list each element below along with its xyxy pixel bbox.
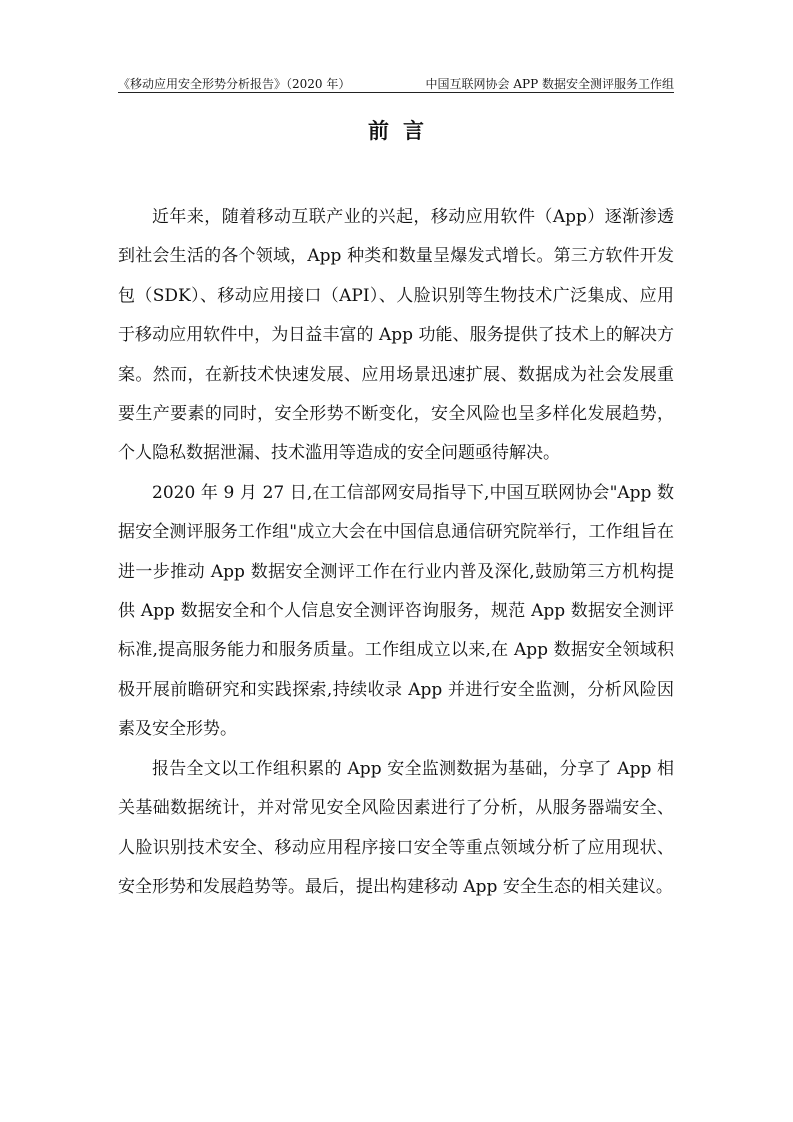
header-divider [118,92,674,93]
header-organization: 中国互联网协会 APP 数据安全测评服务工作组 [425,77,674,91]
paragraph-2: 2020 年 9 月 27 日,在工信部网安局指导下,中国互联网协会"App 数据安全测评服务工作组"成立大会在中国信息通信研究院举行，工作组旨在进一步推动 App 数据安全测评工作在行业内普及深化,鼓励第三方机构提供 App 数据安全和个人信息安全测评咨询服务，规范 App 数据安全测评标准,提高服务能力和服务质量。工作组成立以来,在 App 数据安全领域积极开展前瞻研究和实践探索,持续收录 App 并进行安全监测，分析风险因素及安全形势。 [118,482,674,740]
running-header [118,72,674,92]
paragraph-1: 近年来，随着移动互联产业的兴起，移动应用软件（App）逐渐渗透到社会生活的各个领域，App 种类和数量呈爆发式增长。第三方软件开发包（SDK）、移动应用接口（API）、人脸识别等生物技术广泛集成、应用于移动应用软件中，为日益丰富的 App 功能、服务提供了技术上的解决方案。然而，在新技术快速发展、应用场景迅速扩展、数据成为社会发展重要生产要素的同时，安全形势不断变化，安全风险也呈多样化发展趋势，个人隐私数据泄漏、技术滥用等造成的安全问题亟待解决。 [118,207,674,464]
body-text [118,198,674,907]
paragraph-3: 报告全文以工作组积累的 App 安全监测数据为基础，分享了 App 相关基础数据统计，并对常见安全风险因素进行了分析，从服务器端安全、人脸识别技术安全、移动应用程序接口安全等重点领域分析了应用现状、安全形势和发展趋势等。最后，提出构建移动 App 安全生态的相关建议。 [118,758,674,897]
page-title: 前言 [368,118,438,144]
header-report-title: 《移动应用安全形势分析报告》（2020 年） [118,77,351,91]
